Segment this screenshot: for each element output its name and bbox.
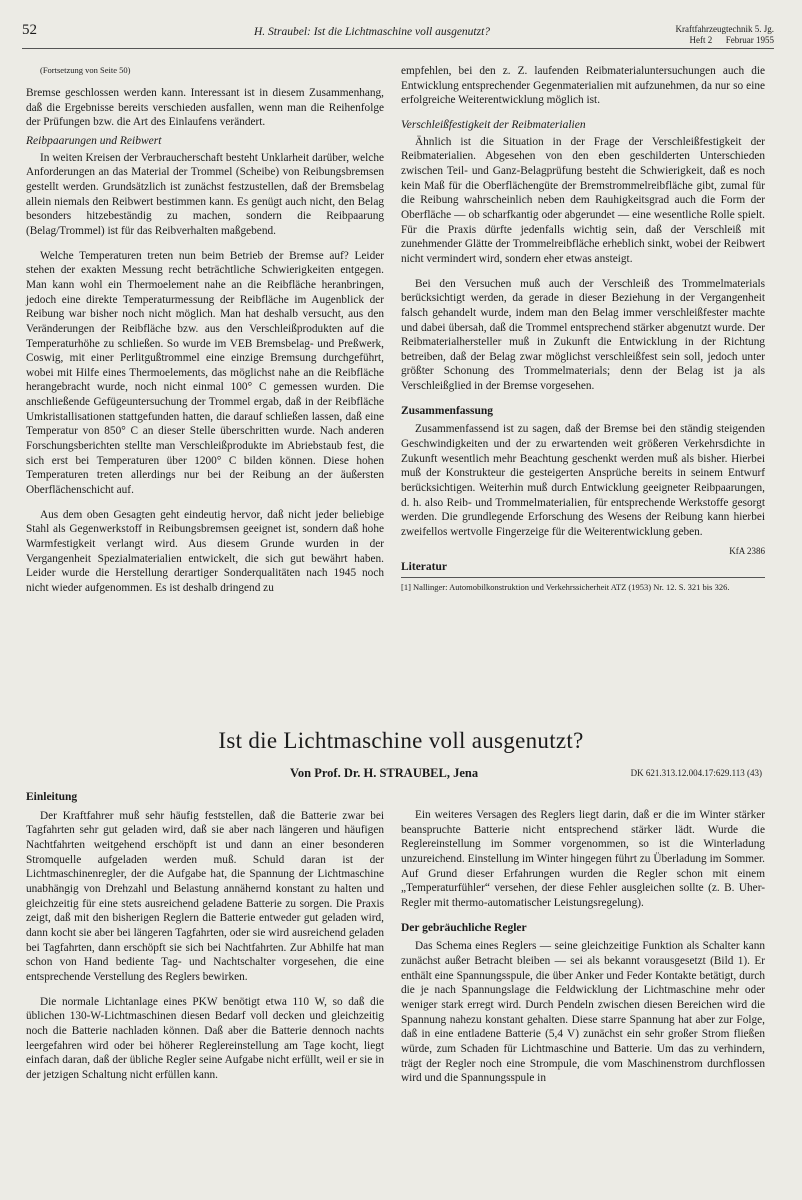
paragraph: Bremse geschlossen werden kann. Interessant ist in diesem Zusammenhang, daß die Ergebnisse bereits verschieden ausfallen, wenn man die Reihenfolge der Prüfungen bzw. die Art des Einlaufens verändert. bbox=[26, 87, 384, 129]
page-number: 52 bbox=[22, 22, 37, 38]
journal-issue: Heft 2 Februar 1955 bbox=[689, 35, 774, 45]
journal-info bbox=[676, 24, 774, 46]
literature-heading: Literatur bbox=[401, 561, 447, 574]
section-heading-zusammenfassung: Zusammenfassung bbox=[401, 404, 494, 417]
paragraph: Der Kraftfahrer muß sehr häufig feststellen, daß die Batterie zwar bei Tagfahrten sehr gut geladen wird, daß sie aber nach längeren und häufigen Nachtfahrten weitgehend erschöpft ist und dann an einer besonderen Stromquelle aufgeladen werden muß. Schuld daran ist der Lichtmaschinenregler, der die Aufgabe hat, die Spannung der Lichtmaschine unabhängig von Drehzahl und Belastung annähernd konstant zu halten und gleichzeitig für eine stets ausreichend geladene Batterie zu sorgen. Die Praxis zeigt, daß mit den bisherigen Reglern die Batterie entweder gut geladen wird, dann kocht sie aber bei längeren Tagfahrten, oder sie wird ausreichend geladen bei Tagfahrten, dann erschöpft sie sich bei Nachtfahrten. Zur Abhilfe hat man schon von Hand bediente Tag- und Nachtschalter vorgesehen, die eine entsprechende Verstellung des Reglers bewirken. bbox=[26, 809, 384, 983]
section-heading-verschleissfestigkeit: Verschleißfestigkeit der Reibmaterialien bbox=[401, 118, 586, 131]
dk-classification: DK 621.313.12.004.17:629.113 (43) bbox=[630, 768, 762, 778]
bottom-left-column bbox=[26, 790, 384, 1082]
paragraph: Zusammenfassend ist zu sagen, daß der Bremse bei den ständig steigenden Geschwindigkeiten und der zu erwartenden weit größeren Verkehrsdichte in Zukunft wesentlich mehr Beachtung geschenkt werden muß als bisher. Hierbei muß der Konstrukteur die gesteigerten Ansprüche bereits in seinem Entwurf berücksichtigen. Weiterhin muß durch Entwicklung geeigneter Reibpaarungen, d. h. also Reib- und Trommelmaterialien, für entsprechende Werkstoffe gesorgt werden. Die grundlegende Erforschung des Wesens der Reibung kann hierbei zweifellos wertvolle Fingerzeige für die Weiterentwicklung geben. bbox=[401, 423, 765, 539]
running-title: H. Straubel: Ist die Lichtmaschine voll ausgenutzt? bbox=[254, 26, 491, 38]
paragraph: Bei den Versuchen muß auch der Verschleiß des Trommelmaterials berücksichtigt werden, da gerade in dieser Beziehung in der Vergangenheit falsch gehandelt wurde, indem man den Belag immer verschleißfester machte und dabei übersah, daß die Trommel entsprechend stärker abgenutzt wurde. Der Reibmaterialhersteller muß in Zukunft die Entwicklung in der Richtung betreiben, daß der Belag zwar möglichst verschleißfest sein soll, jedoch unter größter Schonung des Trommelmaterials; denn der Belag ist ja als Verschleißglied in der Bremse vorgesehen. bbox=[401, 277, 765, 393]
continuation-note: (Fortsetzung von Seite 50) bbox=[40, 65, 131, 75]
paragraph: empfehlen, bei den z. Z. laufenden Reibmaterialuntersuchungen auch die Entwicklung entsprechender Gegenmaterialien mit aufzunehmen, da nur so eine erfolgreiche Weiterentwicklung möglich ist. bbox=[401, 65, 765, 107]
literature-entry: [1] Nallinger: Automobilkonstruktion und Verkehrssicherheit ATZ (1953) Nr. 12. S. 321 bis 326. bbox=[401, 577, 765, 593]
paragraph: Das Schema eines Reglers — seine gleichzeitige Funktion als Schalter kann zunächst außer Betracht bleiben — sei als bekannt vorausgesetzt (Bild 1). Er enthält eine Spannungsspule, die über Anker und Feder Kontakte betätigt, durch die je nach Spannungslage die Feldwicklung der Lichtmaschine mehr oder weniger stark erregt wird. Durch Pendeln zwischen diesen Bereichen wird die Spannung nahezu konstant gehalten. Diese starre Spannung hat aber zur Folge, daß in eine entladene Batterie (5,4 V) zunächst ein sehr großer Strom fließen würde, zum Schaden für Lichtmaschine und Batterie. Um das zu verhindern, trägt der Regler noch eine Strompule, die vom Maschinenstrom durchflossen wird und die Spannungsspule in bbox=[401, 940, 765, 1085]
section-heading-reibpaarungen: Reibpaarungen und Reibwert bbox=[26, 134, 162, 147]
kfa-reference: KfA 2386 bbox=[729, 545, 765, 556]
journal-volume: Kraftfahrzeugtechnik 5. Jg. bbox=[675, 24, 774, 34]
top-left-column bbox=[26, 64, 384, 596]
top-right-column bbox=[401, 64, 765, 593]
bottom-right-column bbox=[401, 808, 765, 1086]
page-header bbox=[22, 18, 774, 49]
paragraph: Ähnlich ist die Situation in der Frage der Verschleißfestigkeit der Reibmaterialien. Abgesehen von den eben geschilderten Unterschieden zwischen Teil- und Ganz-Belagprüfung besteht die Schwierigkeit, daß es noch kein Maß für die Oberflächengüte der Bremstrommelreibfläche gibt, zumal für die Reibung wahrscheinlich neben dem Rauhigkeitsgrad auch die Form der Oberfläche — ob scharfkantig oder abgerundet — eine wesentliche Rolle spielt. Für die Praxis dürfte jedenfalls wichtig sein, daß der Verschleiß mit zunehmender Glätte der Trommelreibfläche erheblich sinkt, wobei der Reibwert nicht vermindert wird, sondern eher etwas ansteigt. bbox=[401, 135, 765, 265]
article-title: Ist die Lichtmaschine voll ausgenutzt? bbox=[218, 728, 584, 753]
paragraph: In weiten Kreisen der Verbraucherschaft besteht Unklarheit darüber, welche Anforderungen an das Material der Trommel (Scheibe) von Reibungsbremsen gestellt werden. Grundsätzlich ist zunächst festzustellen, daß der Bremsbelag allein niemals den Reibwert bestimmen kann. Es genügt auch nicht, den Belag besonders hitzebeständig zu machen, sondern die Reibpaarung (Belag/Trommel) ist für das Reibverhalten maßgebend. bbox=[26, 151, 384, 237]
paragraph: Aus dem oben Gesagten geht eindeutig hervor, daß nicht jeder beliebige Stahl als Gegenwerkstoff in Reibungsbremsen geeignet ist, sondern daß hohe Warmfestigkeit verlangt wird. Aus diesem Grunde wurden in der Vergangenheit Spezialmaterialien entwickelt, die sich gut bewährt haben. Leider wurde die Herstellung derartiger Sonderqualitäten nach 1945 noch nicht wieder aufgenommen. Es ist deshalb dringend zu bbox=[26, 508, 384, 594]
article-author: Von Prof. Dr. H. STRAUBEL, Jena bbox=[290, 766, 479, 780]
section-heading-regler: Der gebräuchliche Regler bbox=[401, 921, 527, 934]
paragraph: Ein weiteres Versagen des Reglers liegt darin, daß er die im Winter stärker beanspruchte Batterie nicht entsprechend stärker lädt. Wurde die Reglereinstellung im Sommer vorgenommen, so ist die Winterladung unzureichend. Einstellung im Winter hingegen führt zu Überladung im Sommer. Auf Grund dieser Erfahrungen wurden die Regler schon mit einem „Temperaturfühler“ versehen, der diese Fehler ausgleichen sollte (z. B. Uher-Regler mit thermo-automatischer Leistungsregelung). bbox=[401, 809, 765, 909]
paragraph: Welche Temperaturen treten nun beim Betrieb der Bremse auf? Leider stehen der exakten Messung recht beträchtliche Schwierigkeiten entgegen. Man kann wohl ein Thermoelement nahe an die Reibfläche heranbringen, jedoch eine direkte Temperaturmessung der Reibfläche im Augenblick der Reibung war bisher noch nicht möglich. Man hat deshalb versucht, aus den Veränderungen der Reibfläche bzw. aus den Verschleißprodukten auf die Temperaturhöhe zu schließen. So wurde im VEB Bremsbelag- und Preßwerk, Coswig, mit einer Perlitgußtrommel eine einzige Bremsung durchgeführt, wobei mit Hilfe eines Thermoelements, das möglichst nahe an die Reibfläche herangebracht wurde, noch nicht einmal 100° C gemessen wurden. Die anschließende Gefügeuntersuchung der Trommel ergab, daß in der Reibfläche Umkristallisationen stattgefunden hatten, die darauf schließen lassen, daß eine Temperatur von 850° C an dieser Stelle überschritten wurde. Nach anderen Forschungsberichten stellte man Verschleißprodukte im Abriebstaub fest, die sich erst bei Temperaturen über 1200° C bilden können. Diese hohen Temperaturen treten allerdings nur bei der Reibung an der äußersten Oberflächenschicht auf. bbox=[26, 249, 384, 497]
paragraph: Die normale Lichtanlage eines PKW benötigt etwa 110 W, so daß die üblichen 130-W-Lichtmaschinen diesen Bedarf voll decken und gleichzeitig noch die Batterie nachladen können. Daß aber die Batterie dennoch nachts leergefahren wird oder bei höherer Reglereinstellung am Tage kocht, liegt einfach daran, daß der übliche Regler seine Aufgabe nicht erfüllt, weil er sie in der jetzigen Schaltung nicht erfüllen kann. bbox=[26, 995, 384, 1081]
section-heading-einleitung: Einleitung bbox=[26, 791, 78, 803]
